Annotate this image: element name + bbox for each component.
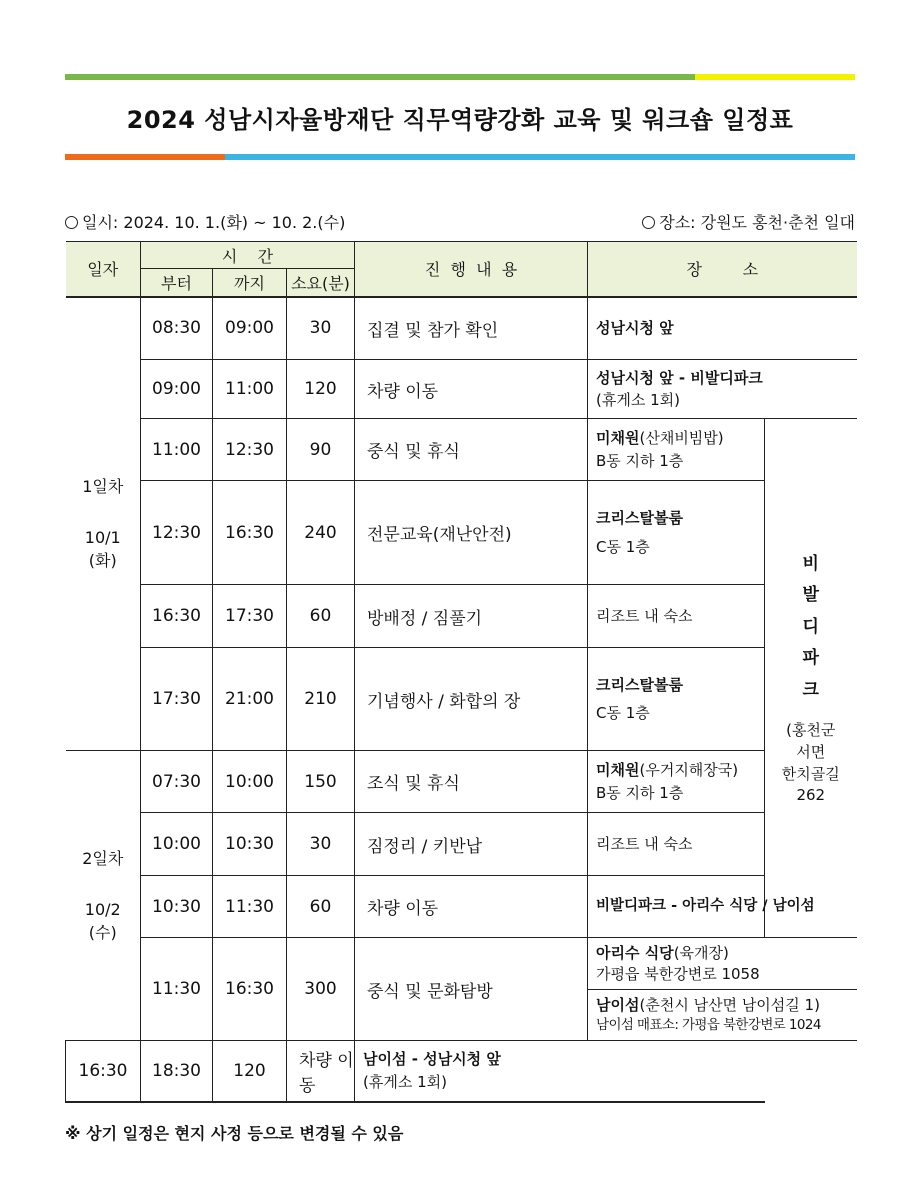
header-place: 장 소 (588, 242, 857, 297)
place: 남이섬 - 성남시청 앞 (휴게소 1회) (355, 1041, 765, 1102)
header-from: 부터 (141, 269, 213, 297)
time-from: 16:30 (141, 585, 213, 648)
time-from: 10:00 (141, 813, 213, 876)
header-content: 진 행 내 용 (355, 242, 588, 297)
table-row (66, 938, 857, 990)
time-from: 09:00 (141, 360, 213, 419)
place: 성남시청 앞 (588, 297, 857, 360)
place: 리조트 내 숙소 (588, 813, 765, 876)
activity: 중식 및 휴식 (355, 419, 588, 481)
time-to: 21:00 (213, 648, 287, 751)
table-row (66, 585, 857, 648)
activity: 중식 및 문화탐방 (355, 938, 588, 1041)
day2-cell (66, 751, 141, 1041)
time-from: 11:30 (141, 938, 213, 1041)
time-duration: 240 (287, 481, 355, 585)
time-to: 16:30 (213, 481, 287, 585)
place: 리조트 내 숙소 (588, 585, 765, 648)
time-from: 11:00 (141, 419, 213, 481)
time-from: 07:30 (141, 751, 213, 813)
time-duration: 300 (287, 938, 355, 1041)
place: 미채원(우거지해장국) B동 지하 1층 (588, 751, 765, 813)
time-to: 16:30 (213, 938, 287, 1041)
time-to: 11:00 (213, 360, 287, 419)
time-duration: 30 (287, 297, 355, 360)
venue-address: (홍천군 서면 한치골길 262 (781, 721, 840, 805)
table-row (66, 481, 857, 585)
activity: 차량 이동 (355, 876, 588, 938)
time-to: 10:00 (213, 751, 287, 813)
bottom-bar-blue (225, 154, 855, 160)
place: 성남시청 앞 - 비발디파크 (휴게소 1회) (588, 360, 857, 419)
header-duration: 소요(분) (287, 269, 355, 297)
header-to: 까지 (213, 269, 287, 297)
table-row (66, 419, 857, 481)
time-duration: 60 (287, 876, 355, 938)
footnote: ※ 상기 일정은 현지 사정 등으로 변경될 수 있음 (65, 1124, 404, 1143)
day2-label: 2일차 (82, 848, 124, 868)
top-bar-yellow (695, 74, 855, 80)
circle-icon (65, 216, 78, 229)
time-to: 12:30 (213, 419, 287, 481)
time-duration: 210 (287, 648, 355, 751)
activity: 방배정 / 짐풀기 (355, 585, 588, 648)
top-bar-green (65, 74, 695, 80)
time-duration: 120 (213, 1041, 287, 1102)
day1-label: 1일차 (82, 476, 124, 496)
table-row (66, 751, 857, 813)
activity: 전문교육(재난안전) (355, 481, 588, 585)
place-nami: 남이섬(춘천시 남산면 남이섬길 1) 남이섬 매표소: 가평읍 북한강변로 1024 (588, 990, 857, 1041)
time-to: 11:30 (213, 876, 287, 938)
day1-cell (66, 297, 141, 751)
time-from: 12:30 (141, 481, 213, 585)
table-row (66, 297, 857, 360)
page-title: 2024 성남시자율방재단 직무역량강화 교육 및 워크숍 일정표 (126, 106, 794, 134)
place: 비발디파크 - 아리수 식당 / 남이섬 (588, 876, 857, 938)
activity: 짐정리 / 키반납 (355, 813, 588, 876)
activity: 조식 및 휴식 (355, 751, 588, 813)
table-row (66, 876, 857, 938)
time-to: 18:30 (141, 1041, 213, 1102)
day1-weekday: (화) (88, 551, 117, 571)
place: 크리스탈볼룸 C동 1층 (588, 481, 765, 585)
activity: 집결 및 참가 확인 (355, 297, 588, 360)
schedule-table (65, 241, 857, 1103)
day1-date: 10/1 (84, 528, 121, 548)
time-duration: 150 (287, 751, 355, 813)
activity: 차량 이동 (355, 360, 588, 419)
place-ari: 아리수 식당(육개장) 가평읍 북한강변로 1058 (588, 938, 857, 990)
time-to: 09:00 (213, 297, 287, 360)
place: 크리스탈볼룸 C동 1층 (588, 648, 765, 751)
header-time: 시 간 (141, 242, 355, 269)
time-duration: 120 (287, 360, 355, 419)
header-day: 일자 (66, 242, 141, 297)
time-to: 10:30 (213, 813, 287, 876)
time-from: 17:30 (141, 648, 213, 751)
activity: 기념행사 / 화합의 장 (355, 648, 588, 751)
location-info: 장소: 강원도 홍천·춘천 일대 (642, 210, 855, 233)
day2-date: 10/2 (84, 899, 121, 919)
time-duration: 60 (287, 585, 355, 648)
date-info: 일시: 2024. 10. 1.(화) ~ 10. 2.(수) (65, 210, 345, 233)
time-from: 16:30 (66, 1041, 141, 1102)
time-from: 08:30 (141, 297, 213, 360)
table-row (66, 360, 857, 419)
time-to: 17:30 (213, 585, 287, 648)
table-row (66, 1041, 857, 1102)
activity: 차량 이동 (287, 1041, 355, 1102)
place: 미채원(산채비빔밥) B동 지하 1층 (588, 419, 765, 481)
venue-name: 비 발 디 파 크 (802, 553, 819, 700)
table-row (66, 648, 857, 751)
day2-weekday: (수) (88, 923, 117, 943)
venue-cell (765, 419, 857, 938)
time-duration: 30 (287, 813, 355, 876)
time-duration: 90 (287, 419, 355, 481)
circle-icon (642, 216, 655, 229)
table-row (66, 813, 857, 876)
time-from: 10:30 (141, 876, 213, 938)
bottom-bar-orange (65, 154, 225, 160)
